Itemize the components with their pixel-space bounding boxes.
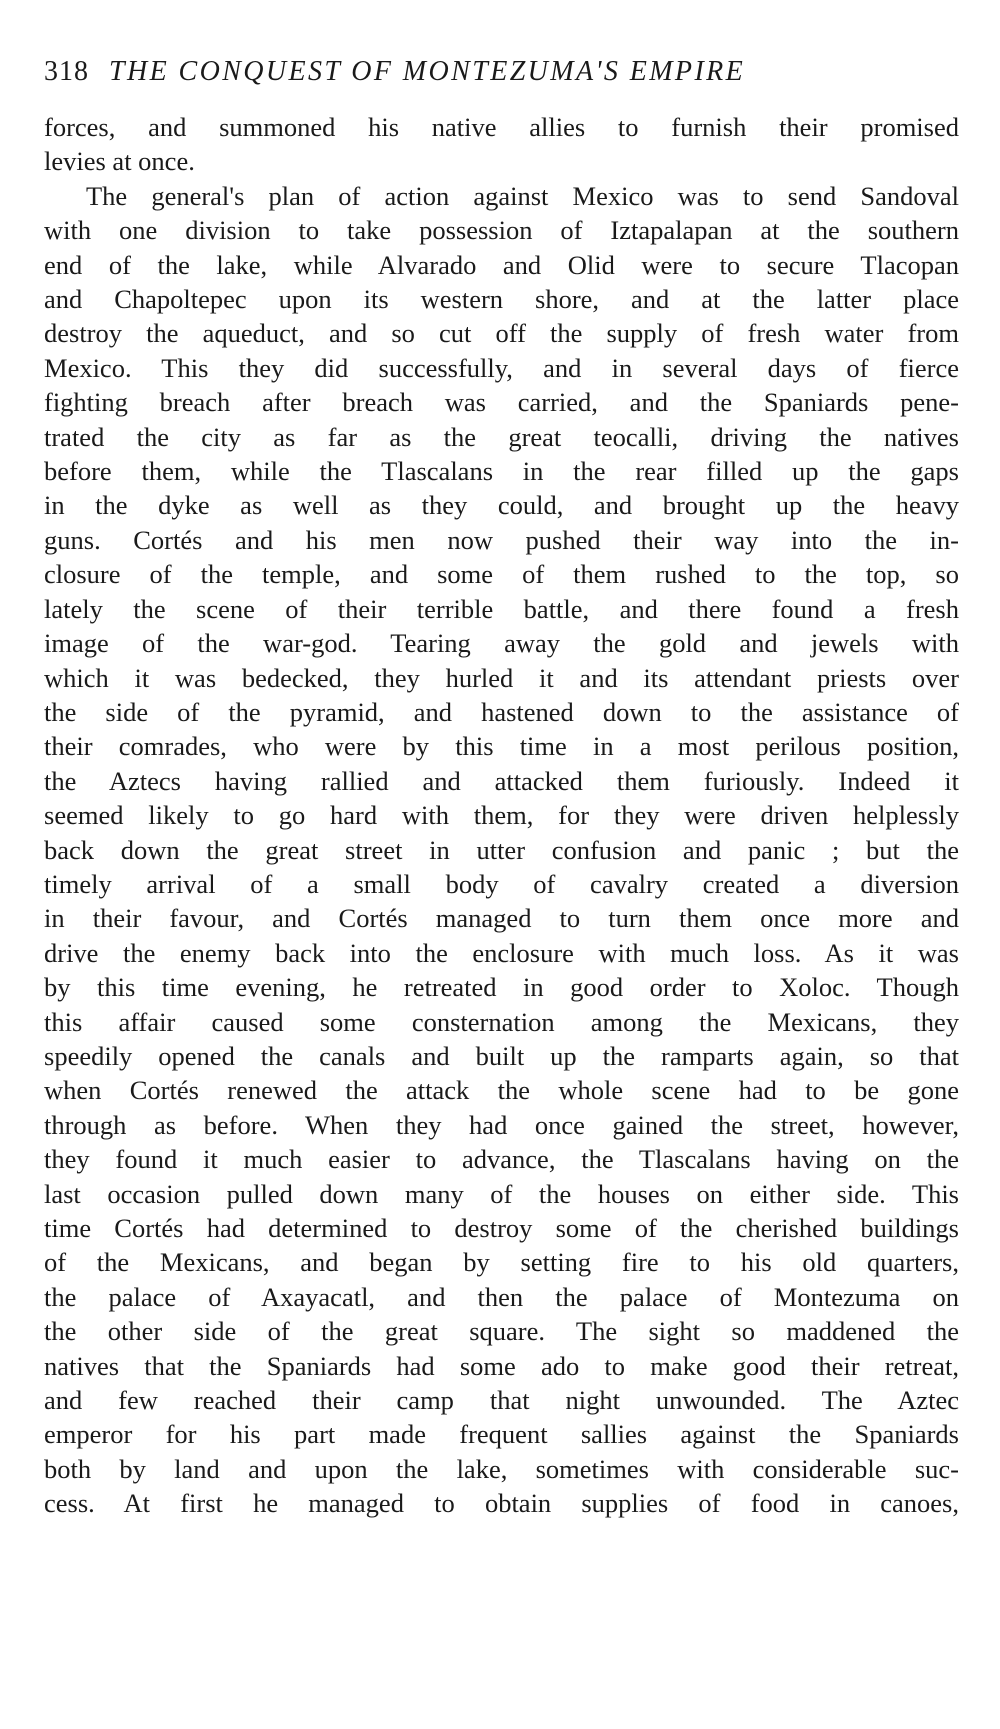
text-line: trated the city as far as the great teocalli, driving the natives bbox=[44, 421, 959, 452]
body-text bbox=[44, 110, 959, 1521]
text-line: seemed likely to go hard with them, for they were driven helplessly bbox=[44, 800, 959, 831]
text-line: by this time evening, he retreated in good order to Xoloc. Though bbox=[44, 972, 959, 1003]
text-line: back down the great street in utter confusion and panic ; but the bbox=[44, 834, 959, 865]
text-line: both by land and upon the lake, sometimes with considerable suc- bbox=[44, 1453, 959, 1484]
text-line: in the dyke as well as they could, and brought up the heavy bbox=[44, 490, 959, 521]
text-line: lately the scene of their terrible battle, and there found a fresh bbox=[44, 593, 959, 624]
text-line: forces, and summoned his native allies to furnish their promised bbox=[44, 112, 959, 142]
book-page bbox=[44, 56, 959, 1521]
running-head bbox=[44, 56, 959, 96]
text-line: Mexico. This they did successfully, and in several days of fierce bbox=[44, 352, 959, 383]
text-line: closure of the temple, and some of them rushed to the top, so bbox=[44, 559, 959, 590]
running-title: THE CONQUEST OF MONTEZUMA'S EMPIRE bbox=[109, 56, 746, 87]
text-line: and Chapoltepec upon its western shore, and at the latter place bbox=[44, 284, 959, 315]
text-line: end of the lake, while Alvarado and Olid were to secure Tlacopan bbox=[44, 249, 959, 280]
text-line: their comrades, who were by this time in a most perilous position, bbox=[44, 731, 959, 762]
text-line: destroy the aqueduct, and so cut off the supply of fresh water from bbox=[44, 318, 959, 349]
paragraph bbox=[44, 179, 959, 1521]
text-line: last occasion pulled down many of the houses on either side. This bbox=[44, 1178, 959, 1209]
text-line: time Cortés had determined to destroy some of the cherished buildings bbox=[44, 1213, 959, 1243]
page-number: 318 bbox=[44, 56, 89, 87]
text-line: when Cortés renewed the attack the whole scene had to be gone bbox=[44, 1075, 959, 1106]
text-line: before them, while the Tlascalans in the rear filled up the gaps bbox=[44, 456, 959, 487]
text-line: timely arrival of a small body of cavalry created a diversion bbox=[44, 868, 959, 899]
text-line: they found it much easier to advance, the Tlascalans having on the bbox=[44, 1144, 959, 1175]
text-line: The general's plan of action against Mexico was to send Sandoval bbox=[86, 180, 959, 211]
text-line: of the Mexicans, and began by setting fire to his old quarters, bbox=[44, 1247, 959, 1278]
text-line: the other side of the great square. The sight so maddened the bbox=[44, 1316, 959, 1347]
text-line: levies at once. bbox=[44, 146, 195, 177]
text-line: image of the war-god. Tearing away the gold and jewels with bbox=[44, 628, 959, 659]
text-line: guns. Cortés and his men now pushed their way into the in- bbox=[44, 524, 959, 555]
text-line: the side of the pyramid, and hastened down to the assistance of bbox=[44, 696, 959, 727]
text-line: fighting breach after breach was carried, and the Spaniards pene- bbox=[44, 387, 959, 418]
text-line: the Aztecs having rallied and attacked them furiously. Indeed it bbox=[44, 765, 959, 796]
text-line: which it was bedecked, they hurled it and its attendant priests over bbox=[44, 662, 959, 693]
text-line: drive the enemy back into the enclosure with much loss. As it was bbox=[44, 937, 959, 968]
text-line: speedily opened the canals and built up the ramparts again, so that bbox=[44, 1040, 959, 1071]
text-line: and few reached their camp that night unwounded. The Aztec bbox=[44, 1385, 959, 1416]
text-line: through as before. When they had once gained the street, however, bbox=[44, 1109, 959, 1140]
text-line: with one division to take possession of Iztapalapan at the southern bbox=[44, 215, 959, 246]
text-line: in their favour, and Cortés managed to turn them once more and bbox=[44, 903, 959, 934]
text-line: this affair caused some consternation among the Mexicans, they bbox=[44, 1006, 959, 1037]
text-line: cess. At first he managed to obtain supplies of food in canoes, bbox=[44, 1488, 959, 1519]
text-line: emperor for his part made frequent sallies against the Spaniards bbox=[44, 1419, 959, 1450]
text-line: the palace of Axayacatl, and then the palace of Montezuma on bbox=[44, 1281, 959, 1312]
text-line: natives that the Spaniards had some ado to make good their retreat, bbox=[44, 1350, 959, 1381]
paragraph bbox=[44, 110, 959, 179]
